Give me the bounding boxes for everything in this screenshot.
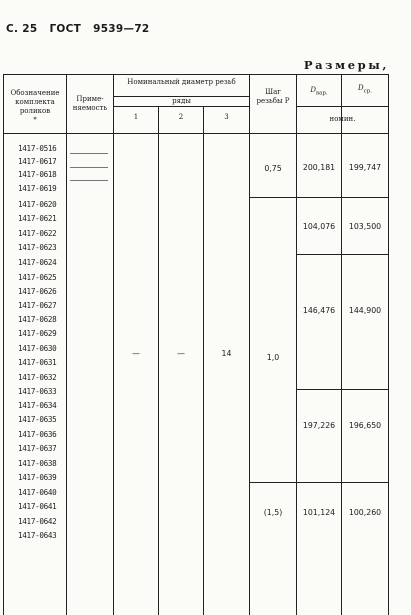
applicability-header: Приме- няемость <box>72 95 108 112</box>
standard-label: ГОСТ <box>49 23 82 35</box>
nominal-diameter-header: Номинальный диаметр резьб <box>127 78 236 86</box>
product-code: 1417-0625 <box>18 273 57 282</box>
product-code: 1417-0619 <box>18 184 57 193</box>
column-divider-7 <box>341 74 342 615</box>
column-divider-5 <box>249 74 250 615</box>
product-code: 1417-0638 <box>18 459 57 468</box>
d-var-value-2: 104,076 <box>302 222 336 231</box>
product-code: 1417-0618 <box>18 170 57 179</box>
d-sr-value-4: 196,650 <box>348 421 382 430</box>
pitch-value-3: (1,5) <box>263 508 283 517</box>
product-code: 1417-0621 <box>18 214 57 223</box>
product-code: 1417-0630 <box>18 344 57 353</box>
product-code: 1417-0623 <box>18 243 57 252</box>
d-var-header <box>297 86 341 98</box>
nomin-header: номин. <box>329 115 356 123</box>
data-divider-3 <box>296 389 388 390</box>
diameter-header-divider <box>296 106 388 107</box>
d-sr-value-3: 144,900 <box>348 306 382 315</box>
d-sr-value-2: 103,500 <box>348 222 382 231</box>
designation-header <box>4 89 66 125</box>
d-var-value-3: 146,476 <box>302 306 336 315</box>
standard-number: 9539—72 <box>93 23 150 35</box>
product-code: 1417-0631 <box>18 358 57 367</box>
d-var-header-letter: D <box>310 86 316 94</box>
data-divider-4 <box>249 482 388 483</box>
product-code: 1417-0617 <box>18 157 57 166</box>
pitch-value-1: 0,75 <box>264 164 282 173</box>
d-sr-header-letter: D <box>358 84 364 92</box>
d-sr-value-1: 199,747 <box>348 163 382 172</box>
rows-header: ряды <box>172 97 191 105</box>
product-code: 1417-0634 <box>18 401 57 410</box>
product-code: 1417-0643 <box>18 531 57 540</box>
data-divider-1 <box>249 197 388 198</box>
product-code: 1417-0627 <box>18 301 57 310</box>
row2-dash: — <box>177 349 185 358</box>
row1-dash: — <box>132 349 140 358</box>
pitch-header: Шаг резьбы P <box>256 88 290 105</box>
product-code: 1417-0516 <box>18 144 57 153</box>
product-code: 1417-0636 <box>18 430 57 439</box>
column-divider-6 <box>296 74 297 615</box>
product-code: 1417-0635 <box>18 415 57 424</box>
column-divider-3 <box>158 106 159 615</box>
product-code: 1417-0640 <box>18 488 57 497</box>
product-code: 1417-0622 <box>18 229 57 238</box>
applicability-rule <box>70 167 108 168</box>
table-subtitle: Размеры, <box>303 58 389 72</box>
d-var-value-5: 101,124 <box>302 508 336 517</box>
pitch-value-2: 1,0 <box>266 353 280 362</box>
product-code: 1417-0641 <box>18 502 57 511</box>
product-code: 1417-0633 <box>18 387 57 396</box>
product-code: 1417-0632 <box>18 373 57 382</box>
product-code: 1417-0629 <box>18 329 57 338</box>
d-var-header-sub: вар. <box>315 90 328 97</box>
product-code: 1417-0642 <box>18 517 57 526</box>
d-var-value-4: 197,226 <box>302 421 336 430</box>
page-number: С. 25 <box>6 23 38 35</box>
row1-header: 1 <box>133 113 139 121</box>
product-code: 1417-0637 <box>18 444 57 453</box>
d-sr-header <box>342 84 388 96</box>
column-divider-2 <box>113 74 114 615</box>
product-code: 1417-0620 <box>18 200 57 209</box>
designation-header-mark: * <box>33 116 37 124</box>
column-divider-4 <box>203 106 204 615</box>
d-sr-header-sub: ср. <box>363 88 372 95</box>
table-right-border <box>388 74 389 615</box>
table-left-border <box>3 74 4 615</box>
applicability-rule <box>70 180 108 181</box>
page-header <box>6 23 158 35</box>
row2-header: 2 <box>178 113 184 121</box>
rows-header-divider <box>113 106 249 107</box>
d-sr-value-5: 100,260 <box>348 508 382 517</box>
product-code: 1417-0624 <box>18 258 57 267</box>
table-top-border <box>3 74 388 75</box>
data-divider-2 <box>296 254 388 255</box>
d-var-value-1: 200,181 <box>302 163 336 172</box>
applicability-rule <box>70 153 108 154</box>
row3-value: 14 <box>221 349 232 358</box>
header-bottom-border <box>3 133 388 134</box>
product-code: 1417-0626 <box>18 287 57 296</box>
row3-header: 3 <box>224 113 229 121</box>
designation-header-label: Обозначение комплекта роликов <box>10 89 60 115</box>
product-code: 1417-0628 <box>18 315 57 324</box>
product-code: 1417-0639 <box>18 473 57 482</box>
